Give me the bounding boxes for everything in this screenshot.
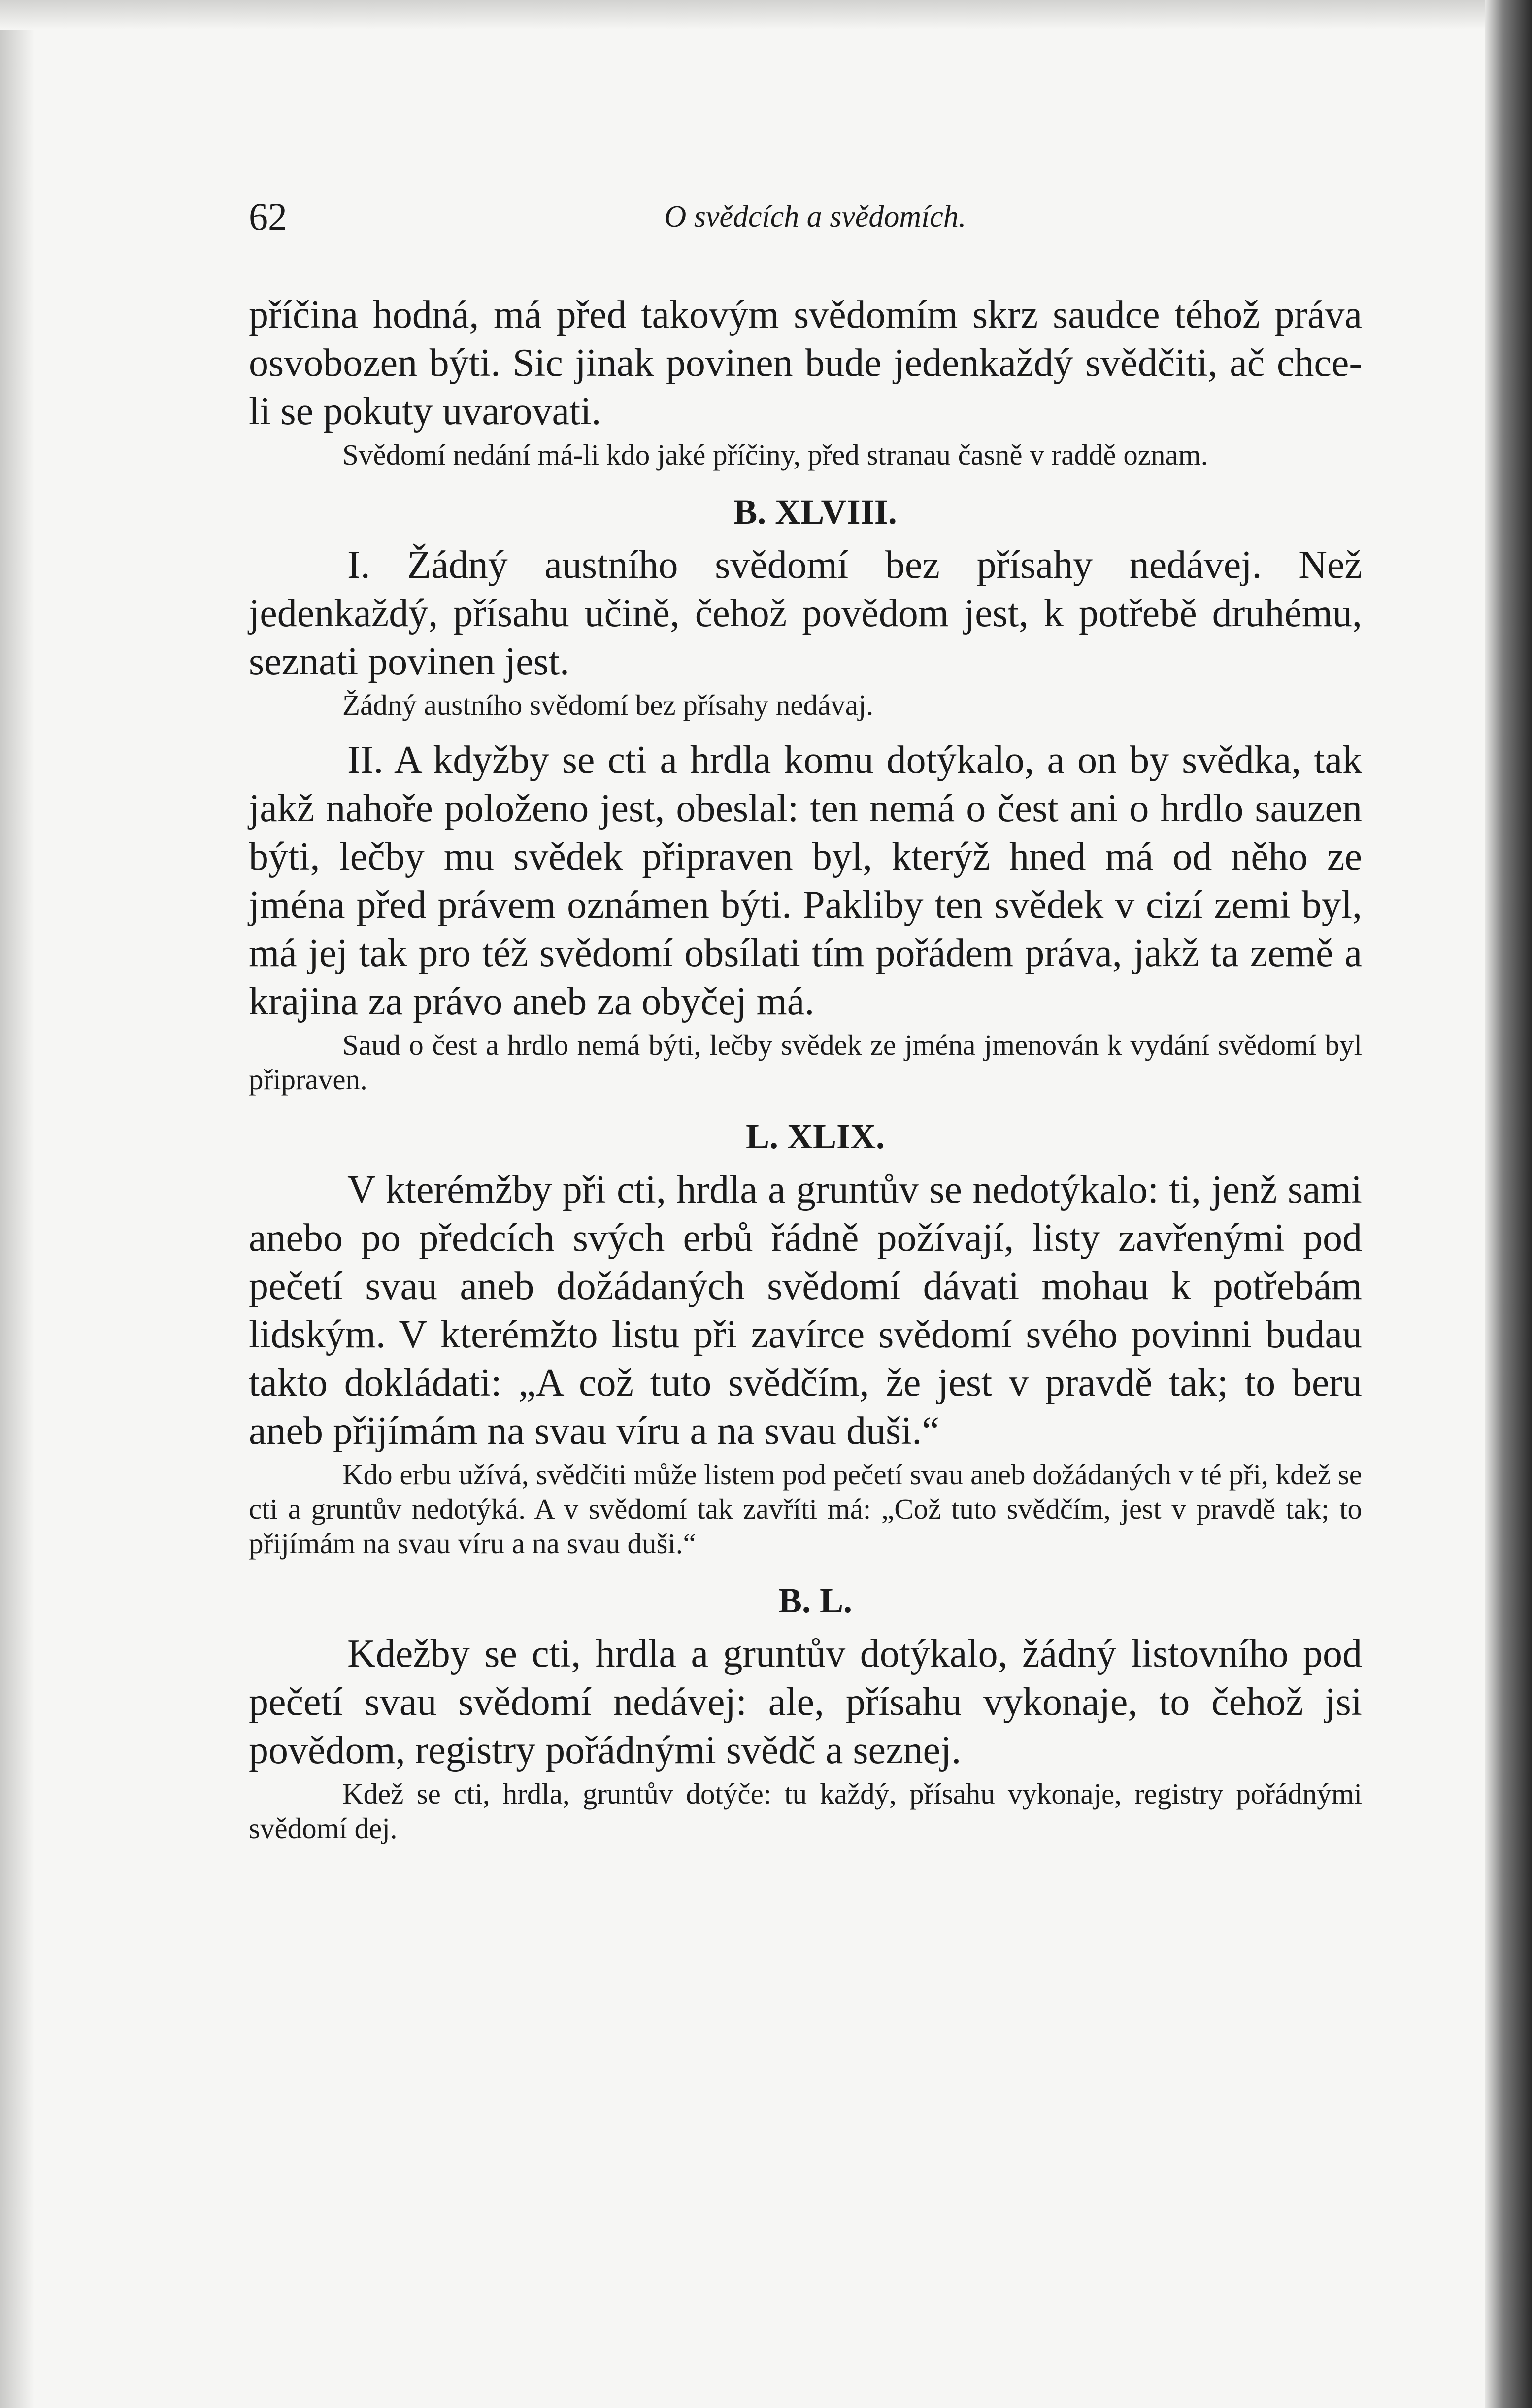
paragraph-continuation: příčina hodná, má před takovým svědomím skrz saudce téhož práva osvobozen býti. Sic jinak povinen bude jedenkaždý svědčiti, ač chce-li se pokuty uvarovati. [249, 293, 1362, 433]
section-heading-l: B. L. [778, 1581, 853, 1620]
page-header [249, 192, 1362, 251]
margin-note-5: Kdež se cti, hrdla, gruntův dotýče: tu každý, přísahu vykonaje, registry pořádnými svědomí dej. [249, 1777, 1362, 1844]
margin-note-1: Svědomí nedání má-li kdo jaké příčiny, před stranau časně v raddě oznam. [342, 438, 1208, 471]
margin-note-3: Saud o čest a hrdlo nemá býti, lečby svědek ze jména jmenován k vydání svědomí byl připraven. [249, 1029, 1362, 1096]
running-title: O svědcích a svědomích. [664, 200, 966, 234]
section-heading-xlix: L. XLIX. [745, 1117, 885, 1156]
paragraph-l: Kdežby se cti, hrdla a gruntův dotýkalo, žádný listovního pod pečetí svau svědomí nedávej: ale, přísahu vykonaje, to čehož jsi povědom, registry pořádnými svědč a seznej. [249, 1632, 1362, 1772]
page-content [249, 291, 1362, 1845]
paragraph-article-ii: II. A kdyžby se cti a hrdla komu dotýkalo, a on by svědka, tak jakž nahoře položeno jest, obeslal: ten nemá o čest ani o hrdlo sauzen býti, lečby mu svědek připraven byl, kterýž hned má od něho ze jména před právem oznámen býti. Pakliby ten svědek v cizí zemi byl, má jej tak pro též svědomí obsílati tím pořádem práva, jakž ta země a krajina za právo aneb za obyčej má. [249, 738, 1362, 1023]
page-number: 62 [249, 195, 287, 238]
page-right-binding-shadow [1485, 0, 1532, 2408]
page-left-shadow [0, 0, 34, 2408]
section-heading-xlviii: B. XLVIII. [733, 492, 897, 532]
paragraph-xlix: V kterémžby při cti, hrdla a gruntův se nedotýkalo: ti, jenž sami anebo po předcích svých erbů řádně požívají, listy zavřenými pod pečetí svau aneb dožádaných svědomí dávati mohau k potřebám lidským. V kterémžto listu při zavírce svědomí svého povinni budau takto dokládati: „A což tuto svědčím, že jest v pravdě tak; to beru aneb přijímám na svau víru a na svau duši.“ [249, 1168, 1362, 1453]
margin-note-4: Kdo erbu užívá, svědčiti může listem pod pečetí svau aneb dožádaných v té při, kdež se cti a gruntův nedotýká. A v svědomí tak zavříti má: „Což tuto svědčím, jest v pravdě tak; to přijímám na svau víru a na svau duši.“ [249, 1458, 1362, 1560]
paragraph-article-i: I. Žádný austního svědomí bez přísahy nedávej. Než jedenkaždý, přísahu učině, čehož povědom jest, k potřebě druhému, seznati povinen jest. [249, 543, 1362, 683]
page-top-shadow [0, 0, 1532, 30]
margin-note-2: Žádný austního svědomí bez přísahy nedávaj. [342, 689, 874, 721]
spacer [249, 722, 1362, 736]
